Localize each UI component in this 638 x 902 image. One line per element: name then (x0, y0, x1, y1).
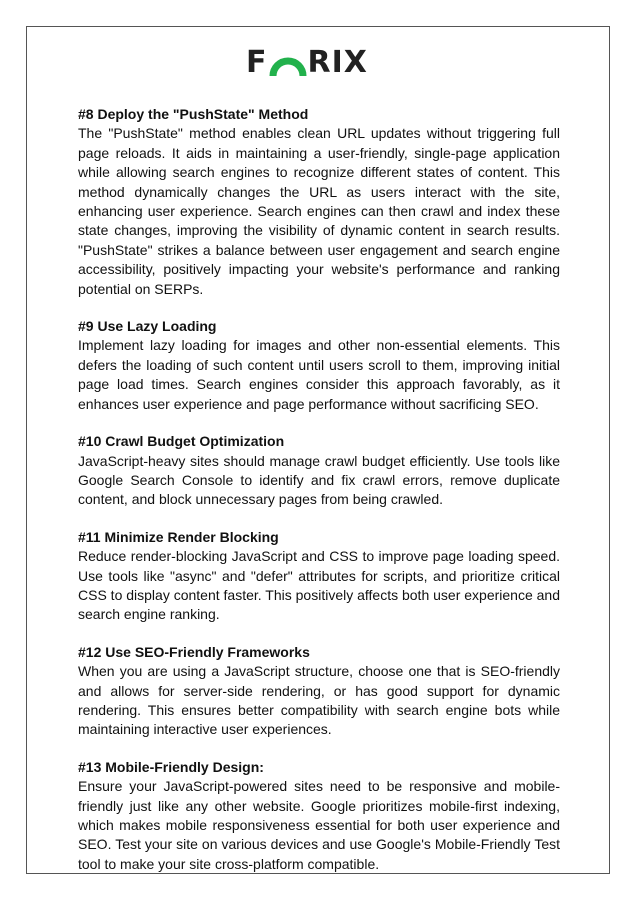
section-heading: #11 Minimize Render Blocking (78, 528, 279, 545)
section-crawl-budget (78, 432, 560, 510)
logo-arc-icon (269, 48, 307, 78)
section-lazy-loading (78, 317, 560, 414)
section-heading: #12 Use SEO-Friendly Frameworks (78, 643, 310, 660)
section-body: JavaScript-heavy sites should manage crawl budget efficiently. Use tools like Google Search Console to identify and fix crawl errors, remove duplicate content, and block unnecessary pages from being crawled. (78, 452, 560, 508)
logo-letter-f: F (246, 45, 268, 80)
section-mobile-friendly (78, 758, 560, 874)
section-body: When you are using a JavaScript structure, choose one that is SEO-friendly and allows for server-side rendering, or has good support for dynamic rendering. This ensures better compatibility with search engine bots while maintaining interactive user experiences. (78, 663, 560, 738)
article-content (78, 105, 560, 892)
brand-logo (246, 44, 368, 78)
section-pushstate (78, 105, 560, 299)
section-render-blocking (78, 528, 560, 625)
section-heading: #10 Crawl Budget Optimization (78, 433, 285, 450)
section-heading: #8 Deploy the "PushState" Method (78, 106, 309, 122)
section-heading: #13 Mobile-Friendly Design: (78, 758, 264, 775)
section-seo-frameworks (78, 643, 560, 740)
section-body: Ensure your JavaScript-powered sites need to be responsive and mobile-friendly just like any other website. Google prioritizes mobile-first indexing, which makes mobile responsiveness essential for both user experience and SEO. Test your site on various devices and use Google's Mobile-Friendly Test tool to make your site cross-platform compatible. (78, 778, 560, 872)
section-body: Implement lazy loading for images and other non-essential elements. This defers the loading of such content until users scroll to them, improving initial page load times. Search engines consider this approach favorably, as it enhances user experience and page performance without sacrificing SEO. (78, 337, 560, 412)
section-body: Reduce render-blocking JavaScript and CSS to improve page loading speed. Use tools like "async" and "defer" attributes for scripts, and prioritize critical CSS to display content faster. This positively affects both user experience and search engine ranking. (78, 548, 560, 623)
logo-letters-rix: RIX (307, 45, 368, 80)
section-body: The "PushState" method enables clean URL updates without triggering full page reloads. It aids in maintaining a user-friendly, single-page application while allowing search engines to recognize different states of content. This method dynamically changes the URL as users interact with the site, enhancing user experience. Search engines can then crawl and index these state changes, improving the visibility of dynamic content in search results. "PushState" strikes a balance between user engagement and search engine accessibility, positively impacting your website's performance and ranking potential on SERPs. (78, 125, 560, 297)
section-heading: #9 Use Lazy Loading (78, 318, 217, 335)
